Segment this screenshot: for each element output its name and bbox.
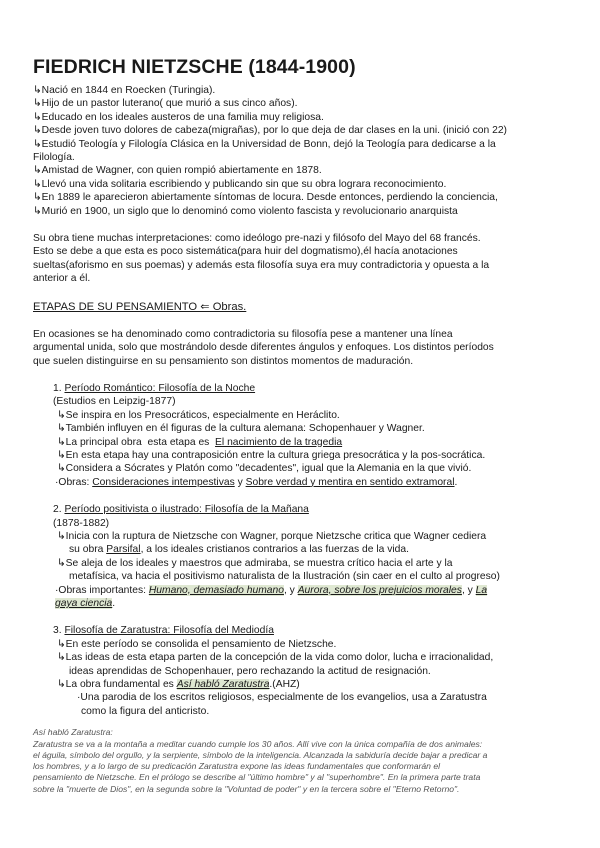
work-title-highlighted: La (475, 584, 488, 596)
page-title: FIEDRICH NIETZSCHE (1844-1900) (33, 56, 356, 78)
list-item: ↳Amistad de Wagner, con quien rompió abiertamente en 1878. (33, 165, 322, 177)
bio-list (33, 84, 573, 218)
interpretations-paragraph (33, 232, 573, 286)
arrow-bullet-icon: ↳ (57, 409, 66, 421)
work-title-highlighted: gaya ciencia (55, 598, 113, 609)
arrow-bullet-icon: ↳ (57, 423, 66, 435)
caption-block (33, 727, 573, 795)
list-item-continuation: ideas aprendidas de Schopenhauer, pero rechazando la actitud de resignación. (69, 665, 431, 677)
paragraph-line: anterior a él. (33, 273, 91, 285)
work-title: Consideraciones intempestivas (92, 476, 235, 488)
list-item: ↳La principal obra esta etapa es El nacimiento de la tragedia (57, 436, 343, 448)
list-item: ↳Inicia con la ruptura de Nietzsche con Wagner, porque Nietzsche critica que Wagner cediera (57, 530, 487, 542)
arrow-bullet-icon: ↳ (57, 436, 66, 448)
stage-dates: (Estudios en Leipzig-1877) (53, 396, 176, 408)
paragraph-line: que suelen distinguirse en su pensamiento son distintos momentos de maduración. (33, 355, 414, 367)
works-line-continuation: gaya ciencia. (55, 598, 116, 609)
works-line: ·Obras: Consideraciones intempestivas y Sobre verdad y mentira en sentido extramoral. (55, 476, 458, 488)
arrow-bullet-icon: ↳ (33, 192, 42, 204)
list-item-continuation: Filología. (33, 152, 75, 164)
list-item: ↳Nació en 1844 en Roecken (Turingia). (33, 85, 216, 96)
list-item: ↳Se inspira en los Presocráticos, especialmente en Heráclito. (57, 409, 340, 421)
arrow-bullet-icon: ↳ (57, 463, 66, 475)
stage-dates: (1878-1882) (53, 517, 110, 529)
work-title: Parsifal (106, 544, 141, 556)
work-title-highlighted: Aurora, sobre los prejuicios morales (297, 584, 462, 596)
list-item: ↳En 1889 le aparecieron abiertamente síntomas de locura. Desde entonces, perdiendo la conciencia, (33, 192, 498, 204)
stage-heading: 1. Período Romántico: Filosofía de la Noche (53, 382, 256, 394)
paragraph-line: argumental unida, solo que mostrándolo desde diferentes ángulos y enfoques. Los distintos períodos (33, 342, 494, 354)
list-item-continuation: su obra Parsifal, a los ideales cristianos contrarios a las fuerzas de la vida. (69, 544, 409, 556)
caption-title: Así habló Zaratustra: (33, 727, 113, 738)
list-item-continuation: metafísica, va hacia el positivismo naturalista de la Ilustración (sin caer en el culto al progreso) (69, 571, 500, 583)
arrow-bullet-icon: ↳ (57, 652, 66, 664)
list-item: ↳También influyen en él figuras de la cultura alemana: Schopenhauer y Wagner. (57, 423, 425, 435)
work-title: Sobre verdad y mentira en sentido extramoral (245, 476, 455, 488)
arrow-bullet-icon: ↳ (57, 557, 66, 569)
work-title: El nacimiento de la tragedia (215, 436, 343, 448)
list-item: ↳Estudió Teología y Filología Clásica en la Universidad de Bonn, dejó la Teología para dedicarse a la (33, 138, 496, 150)
list-item: ↳Hijo de un pastor luterano( que murió a sus cinco años). (33, 98, 298, 110)
stage-1 (33, 382, 573, 489)
stage-2 (33, 503, 573, 610)
paragraph-line: Esto se debe a que esta es poco sistemática(para huir del dogmatismo),él hacía anotaciones (33, 246, 458, 258)
arrow-bullet-icon: ↳ (33, 85, 42, 96)
sub-item-continuation: como la figura del anticristo. (81, 705, 210, 717)
list-item: ↳Desde joven tuvo dolores de cabeza(migrañas), por lo que deja de dar clases en la uni. (inició con 22) (33, 125, 507, 137)
paragraph-line: sueltas(aforismo en sus poemas) y además esta filosofía suya era muy contradictoria y opuesta a la (33, 259, 490, 271)
arrow-bullet-icon: ↳ (33, 98, 42, 110)
list-item: ↳Llevó una vida solitaria escribiendo y publicando sin que su obra lograra reconocimiento. (33, 178, 447, 190)
list-item: ↳En esta etapa hay una contraposición entre la cultura griega presocrática y la pos-socrática. (57, 449, 486, 461)
caption-line: sobre la "muerte de Dios", en la segunda sobre la "Voluntad de poder" y en la tercera sobre el "Eterno Retorno". (33, 783, 460, 794)
paragraph-line: Su obra tiene muchas interpretaciones: como ideólogo pre-nazi y filósofo del Mayo del 68 francés. (33, 233, 481, 245)
document-page (33, 56, 573, 795)
arrow-bullet-icon: ↳ (57, 530, 66, 542)
paragraph-line: En ocasiones se ha denominado como contradictoria su filosofía pese a mantener una línea (33, 328, 453, 340)
arrow-bullet-icon: ↳ (33, 205, 42, 217)
list-item: ↳Considera a Sócrates y Platón como "decadentes", igual que la Alemania en la que vivió. (57, 463, 472, 475)
work-title-highlighted: Humano, demasiado humano (148, 584, 284, 596)
caption-line: los hombres, y a lo largo de su predicación Zaratustra expone las ideas fundamentales que conformarán el (33, 761, 441, 772)
arrow-bullet-icon: ↳ (33, 138, 42, 150)
arrow-bullet-icon: ↳ (33, 165, 42, 177)
arrow-bullet-icon: ↳ (33, 111, 42, 123)
list-item: ↳La obra fundamental es Así habló Zaratustra.(AHZ) (57, 679, 300, 691)
list-item: ↳Se aleja de los ideales y maestros que admiraba, se muestra crítico hacia el arte y la (57, 557, 453, 569)
list-item: ↳En este período se consolida el pensamiento de Nietzsche. (57, 638, 337, 650)
list-item: ↳Murió en 1900, un siglo que lo denominó como violento fascista y revolucionario anarquista (33, 205, 458, 217)
arrow-bullet-icon: ↳ (33, 125, 42, 137)
sub-item: ·Una parodia de los escritos religiosos, especialmente de los evangelios, usa a Zaratustra (77, 692, 487, 704)
stage-3 (33, 624, 573, 718)
arrow-bullet-icon: ↳ (57, 638, 66, 650)
stages-intro-paragraph (33, 328, 573, 368)
stages-heading: ETAPAS DE SU PENSAMIENTO ⇐ Obras. (33, 300, 247, 313)
arrow-bullet-icon: ↳ (57, 679, 66, 691)
works-line: ·Obras importantes: Humano, demasiado humano, y Aurora, sobre los prejuicios morales, y La (55, 584, 488, 596)
arrow-bullet-icon: ↳ (33, 178, 42, 190)
list-item: ↳Educado en los ideales austeros de una familia muy religiosa. (33, 111, 324, 123)
caption-line: Zaratustra se va a la montaña a meditar cuando cumple los 30 años. Allí vive con la única compañía de dos animales: (33, 738, 483, 749)
stage-heading: 2. Período positivista o ilustrado: Filosofía de la Mañana (53, 504, 309, 516)
list-item: ↳Las ideas de esta etapa parten de la concepción de la vida como dolor, lucha e irracionalidad, (57, 652, 494, 664)
stage-heading: 3. Filosofía de Zaratustra: Filosofía del Mediodía (53, 625, 274, 637)
caption-line: pensamiento de Nietzsche. En el prólogo se describe al "último hombre" y al "superhombre". En la primera parte trata (33, 772, 481, 783)
caption-line: el águila, símbolo del orgullo, y la serpiente, símbolo de la inteligencia. Alcanzada la sabiduría decide bajar a predicar a (33, 749, 488, 760)
work-title-highlighted: Así habló Zaratustra (176, 679, 270, 691)
arrow-bullet-icon: ↳ (57, 449, 66, 461)
